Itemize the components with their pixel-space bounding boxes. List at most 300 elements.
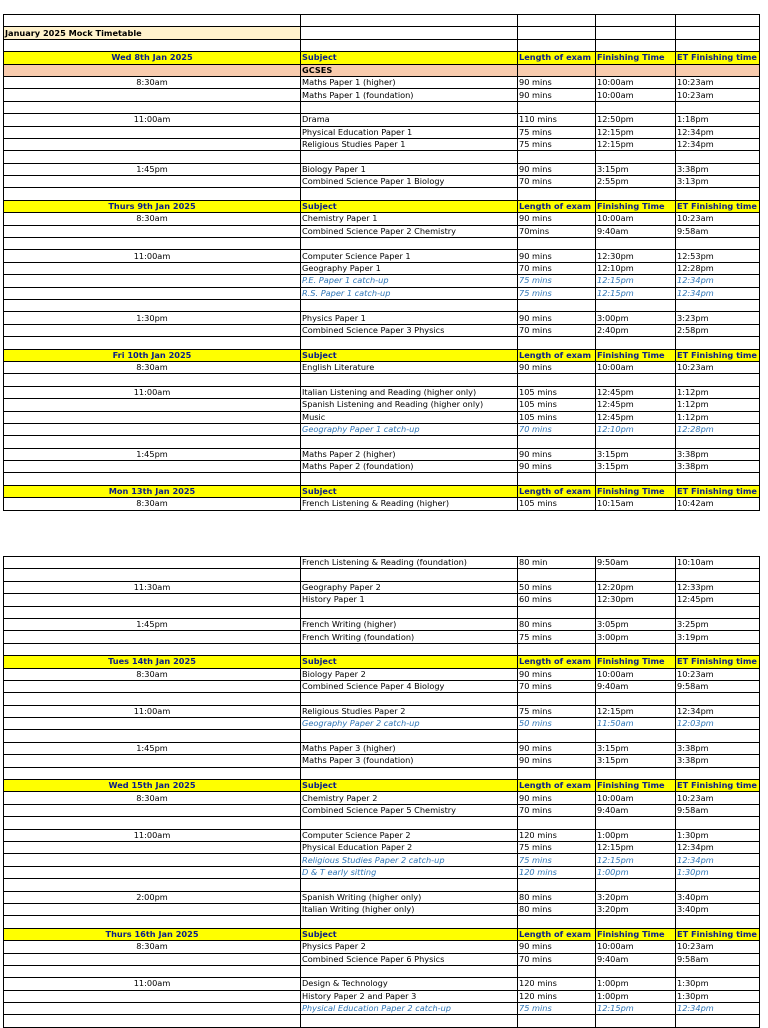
start-time: 11:30am [4,581,301,593]
exam-length: 90 mins [518,742,596,754]
blank-cell [676,693,760,705]
exam-row [4,250,760,262]
blank-cell [676,643,760,655]
et-finishing-time: 10:23am [676,668,760,680]
day-date: Thurs 9th Jan 2025 [4,200,301,212]
blank-cell [596,188,676,200]
blank-row [4,817,760,829]
blank-cell [596,473,676,485]
exam-subject: Physical Education Paper 2 catch-up [301,1003,518,1015]
start-time [4,804,301,816]
blank-cell [596,643,676,655]
start-time [4,718,301,730]
blank-cell [301,817,518,829]
exam-row [4,854,760,866]
exam-length: 120 mins [518,829,596,841]
exam-row [4,618,760,630]
gcses-spacer [4,64,301,76]
start-time: 11:00am [4,978,301,990]
blank-cell [596,965,676,977]
start-time [4,755,301,767]
exam-length: 70 mins [518,176,596,188]
header-length: Length of exam [518,52,596,64]
start-time [4,903,301,915]
finishing-time: 3:15pm [596,755,676,767]
exam-length: 90 mins [518,668,596,680]
exam-subject: History Paper 1 [301,594,518,606]
exam-row [4,1003,760,1015]
day-header-row [4,485,760,497]
blank-cell [596,569,676,581]
header-subject: Subject [301,349,518,361]
finishing-time: 12:15pm [596,854,676,866]
finishing-time: 3:15pm [596,461,676,473]
blank-cell [4,299,301,311]
exam-length: 75 mins [518,705,596,717]
start-time [4,594,301,606]
et-finishing-time: 9:58am [676,953,760,965]
start-time: 2:00pm [4,891,301,903]
start-time [4,275,301,287]
exam-subject: Design & Technology [301,978,518,990]
blank-cell [596,337,676,349]
blank-cell [4,693,301,705]
et-finishing-time: 12:34pm [676,275,760,287]
blank-cell [596,606,676,618]
exam-subject: Religious Studies Paper 1 [301,138,518,150]
blank-row [4,39,760,51]
exam-length: 75 mins [518,275,596,287]
header-subject: Subject [301,485,518,497]
exam-row [4,953,760,965]
finishing-time: 10:00am [596,792,676,804]
day-header-row [4,200,760,212]
start-time: 1:45pm [4,618,301,630]
start-time: 1:30pm [4,312,301,324]
start-time [4,225,301,237]
finishing-time: 3:05pm [596,618,676,630]
start-time: 1:45pm [4,448,301,460]
exam-subject: French Listening & Reading (foundation) [301,557,518,569]
et-finishing-time: 12:34pm [676,705,760,717]
blank-cell [518,693,596,705]
blank-row [4,767,760,779]
et-finishing-time: 3:19pm [676,631,760,643]
exam-length: 50 mins [518,718,596,730]
header-et-finish: ET Finishing time [676,656,760,668]
exam-subject: Spanish Listening and Reading (higher only) [301,399,518,411]
blank-cell [301,374,518,386]
et-finishing-time: 10:23am [676,89,760,101]
exam-subject: Combined Science Paper 1 Biology [301,176,518,188]
finishing-time: 1:00pm [596,978,676,990]
blank-cell [518,1015,596,1027]
start-time [4,262,301,274]
exam-row [4,411,760,423]
et-finishing-time: 3:23pm [676,312,760,324]
exam-row [4,557,760,569]
timetable-body-1 [4,15,760,511]
blank-cell [518,916,596,928]
exam-row [4,804,760,816]
blank-cell [596,916,676,928]
exam-row [4,866,760,878]
timetable-body-2 [4,557,760,1028]
finishing-time: 12:45pm [596,411,676,423]
exam-length: 75 mins [518,287,596,299]
blank-cell [676,916,760,928]
et-finishing-time: 1:18pm [676,114,760,126]
exam-length: 80 min [518,557,596,569]
et-finishing-time: 1:12pm [676,411,760,423]
start-time: 8:30am [4,76,301,88]
header-finish: Finishing Time [596,780,676,792]
exam-length: 90 mins [518,461,596,473]
finishing-time: 12:50pm [596,114,676,126]
exam-length: 105 mins [518,411,596,423]
exam-subject: Physical Education Paper 2 [301,841,518,853]
blank-cell [4,337,301,349]
et-finishing-time: 3:38pm [676,448,760,460]
start-time [4,461,301,473]
blank-cell [518,436,596,448]
gcses-spacer [518,64,596,76]
finishing-time: 1:00pm [596,990,676,1002]
exam-row [4,718,760,730]
day-date: Mon 13th Jan 2025 [4,485,301,497]
blank-cell [676,238,760,250]
start-time [4,854,301,866]
start-time [4,287,301,299]
day-date: Wed 8th Jan 2025 [4,52,301,64]
finishing-time: 2:40pm [596,324,676,336]
et-finishing-time: 12:34pm [676,138,760,150]
start-time [4,399,301,411]
exam-length: 105 mins [518,386,596,398]
start-time: 8:30am [4,668,301,680]
finishing-time: 10:00am [596,941,676,953]
blank-cell [4,817,301,829]
exam-subject: Biology Paper 2 [301,668,518,680]
et-finishing-time: 10:23am [676,361,760,373]
blank-row [4,151,760,163]
blank-cell [596,879,676,891]
header-et-finish: ET Finishing time [676,200,760,212]
blank-cell [518,151,596,163]
exam-subject: Geography Paper 1 catch-up [301,423,518,435]
gcses-label: GCSES [301,64,518,76]
exam-length: 75 mins [518,1003,596,1015]
exam-row [4,792,760,804]
exam-length: 80 mins [518,618,596,630]
blank-cell [518,473,596,485]
finishing-time: 9:50am [596,557,676,569]
exam-row [4,176,760,188]
finishing-time: 9:40am [596,804,676,816]
blank-cell [301,569,518,581]
finishing-time: 11:50am [596,718,676,730]
finishing-time: 12:15pm [596,287,676,299]
exam-length: 70mins [518,225,596,237]
blank-cell [4,965,301,977]
blank-row [4,299,760,311]
start-time [4,680,301,692]
exam-length: 90 mins [518,312,596,324]
exam-subject: Computer Science Paper 1 [301,250,518,262]
blank-row [4,643,760,655]
blank-cell [301,436,518,448]
header-finish: Finishing Time [596,656,676,668]
blank-cell [518,337,596,349]
blank-cell [518,606,596,618]
blank-cell [4,1015,301,1027]
blank-cell [676,569,760,581]
blank-cell [518,965,596,977]
exam-subject: Physics Paper 2 [301,941,518,953]
blank-cell [301,693,518,705]
day-header-row [4,656,760,668]
header-finish: Finishing Time [596,52,676,64]
header-subject: Subject [301,780,518,792]
et-finishing-time: 1:12pm [676,399,760,411]
blank-cell [676,337,760,349]
finishing-time: 3:15pm [596,163,676,175]
exam-length: 75 mins [518,126,596,138]
blank-cell [4,188,301,200]
finishing-time: 9:40am [596,225,676,237]
blank-cell [596,101,676,113]
et-finishing-time: 9:58am [676,225,760,237]
exam-row [4,498,760,510]
blank-cell [4,473,301,485]
et-finishing-time: 10:23am [676,76,760,88]
exam-row [4,213,760,225]
exam-row [4,742,760,754]
et-finishing-time: 3:38pm [676,742,760,754]
exam-subject: Religious Studies Paper 2 catch-up [301,854,518,866]
exam-row [4,594,760,606]
exam-row [4,841,760,853]
blank-row [4,965,760,977]
finishing-time: 12:30pm [596,594,676,606]
exam-length: 90 mins [518,89,596,101]
exam-subject: Maths Paper 3 (foundation) [301,755,518,767]
exam-row [4,399,760,411]
exam-length: 120 mins [518,866,596,878]
et-finishing-time: 12:34pm [676,1003,760,1015]
et-finishing-time: 12:45pm [676,594,760,606]
exam-length: 120 mins [518,990,596,1002]
et-finishing-time: 1:30pm [676,829,760,841]
blank-row [4,436,760,448]
blank-cell [4,151,301,163]
exam-row [4,163,760,175]
blank-cell [596,730,676,742]
exam-length: 90 mins [518,792,596,804]
exam-subject: Combined Science Paper 5 Chemistry [301,804,518,816]
blank-cell [4,374,301,386]
et-finishing-time: 9:58am [676,680,760,692]
blank-cell [301,767,518,779]
start-time [4,138,301,150]
gcses-spacer [596,64,676,76]
et-finishing-time: 1:30pm [676,978,760,990]
start-time [4,990,301,1002]
day-date: Thurs 16th Jan 2025 [4,928,301,940]
et-finishing-time: 12:34pm [676,287,760,299]
finishing-time: 10:00am [596,668,676,680]
header-et-finish: ET Finishing time [676,349,760,361]
exam-length: 75 mins [518,854,596,866]
blank-row [4,101,760,113]
start-time: 11:00am [4,829,301,841]
blank-cell [676,730,760,742]
finishing-time: 12:45pm [596,399,676,411]
header-length: Length of exam [518,485,596,497]
finishing-time: 12:45pm [596,386,676,398]
blank-cell [596,299,676,311]
et-finishing-time: 12:28pm [676,262,760,274]
finishing-time: 12:20pm [596,581,676,593]
exam-length: 110 mins [518,114,596,126]
day-header-row [4,780,760,792]
blank-cell [301,879,518,891]
finishing-time: 12:15pm [596,275,676,287]
blank-cell [518,374,596,386]
blank-cell [4,879,301,891]
blank-cell [676,299,760,311]
blank-row [4,473,760,485]
blank-cell [301,916,518,928]
blank-cell [301,1015,518,1027]
blank-cell [676,374,760,386]
exam-length: 75 mins [518,138,596,150]
exam-length: 90 mins [518,361,596,373]
blank-cell [676,879,760,891]
blank-cell [301,151,518,163]
start-time [4,324,301,336]
exam-row [4,114,760,126]
blank-cell [518,643,596,655]
finishing-time: 12:10pm [596,262,676,274]
exam-row [4,705,760,717]
exam-subject: Italian Listening and Reading (higher only) [301,386,518,398]
exam-subject: Maths Paper 1 (higher) [301,76,518,88]
et-finishing-time: 12:03pm [676,718,760,730]
finishing-time: 9:40am [596,680,676,692]
exam-subject: Geography Paper 2 catch-up [301,718,518,730]
start-time [4,423,301,435]
start-time: 11:00am [4,114,301,126]
exam-length: 50 mins [518,581,596,593]
blank-cell [301,101,518,113]
gcses-row [4,64,760,76]
finishing-time: 12:10pm [596,423,676,435]
exam-subject: Music [301,411,518,423]
finishing-time: 3:20pm [596,891,676,903]
start-time [4,89,301,101]
exam-subject: Geography Paper 1 [301,262,518,274]
start-time [4,176,301,188]
blank-row [4,188,760,200]
header-length: Length of exam [518,200,596,212]
exam-row [4,275,760,287]
page-title: January 2025 Mock Timetable [4,27,301,39]
finishing-time: 1:00pm [596,829,676,841]
et-finishing-time: 12:34pm [676,854,760,866]
header-subject: Subject [301,928,518,940]
blank-cell [301,337,518,349]
exam-length: 70 mins [518,953,596,965]
top-blank-row [4,15,760,27]
blank-row [4,374,760,386]
start-time: 8:30am [4,361,301,373]
exam-subject: Maths Paper 3 (higher) [301,742,518,754]
et-finishing-time: 3:13pm [676,176,760,188]
header-finish: Finishing Time [596,200,676,212]
blank-cell [301,643,518,655]
exam-length: 60 mins [518,594,596,606]
start-time [4,1003,301,1015]
header-subject: Subject [301,656,518,668]
blank-cell [518,730,596,742]
exam-length: 80 mins [518,891,596,903]
exam-subject: Physics Paper 1 [301,312,518,324]
blank-row [4,606,760,618]
exam-row [4,668,760,680]
exam-subject: R.S. Paper 1 catch-up [301,287,518,299]
et-finishing-time: 3:40pm [676,891,760,903]
exam-length: 120 mins [518,978,596,990]
exam-row [4,891,760,903]
start-time: 8:30am [4,498,301,510]
blank-cell [4,643,301,655]
finishing-time: 9:40am [596,953,676,965]
blank-cell [676,188,760,200]
finishing-time: 12:15pm [596,138,676,150]
exam-row [4,386,760,398]
finishing-time: 3:00pm [596,312,676,324]
start-time [4,631,301,643]
et-finishing-time: 2:58pm [676,324,760,336]
exam-row [4,448,760,460]
et-finishing-time: 10:23am [676,213,760,225]
blank-cell [596,151,676,163]
start-time [4,411,301,423]
exam-length: 70 mins [518,680,596,692]
exam-length: 70 mins [518,324,596,336]
blank-cell [4,569,301,581]
et-finishing-time: 1:30pm [676,866,760,878]
exam-subject: Maths Paper 2 (foundation) [301,461,518,473]
exam-length: 70 mins [518,804,596,816]
finishing-time: 3:00pm [596,631,676,643]
blank-cell [518,569,596,581]
exam-length: 105 mins [518,498,596,510]
finishing-time: 12:15pm [596,1003,676,1015]
blank-cell [676,817,760,829]
blank-cell [301,299,518,311]
day-header-row [4,349,760,361]
exam-length: 90 mins [518,250,596,262]
exam-subject: Combined Science Paper 2 Chemistry [301,225,518,237]
et-finishing-time: 10:23am [676,792,760,804]
blank-cell [596,767,676,779]
header-subject: Subject [301,52,518,64]
blank-cell [4,730,301,742]
exam-subject: Combined Science Paper 6 Physics [301,953,518,965]
exam-row [4,287,760,299]
